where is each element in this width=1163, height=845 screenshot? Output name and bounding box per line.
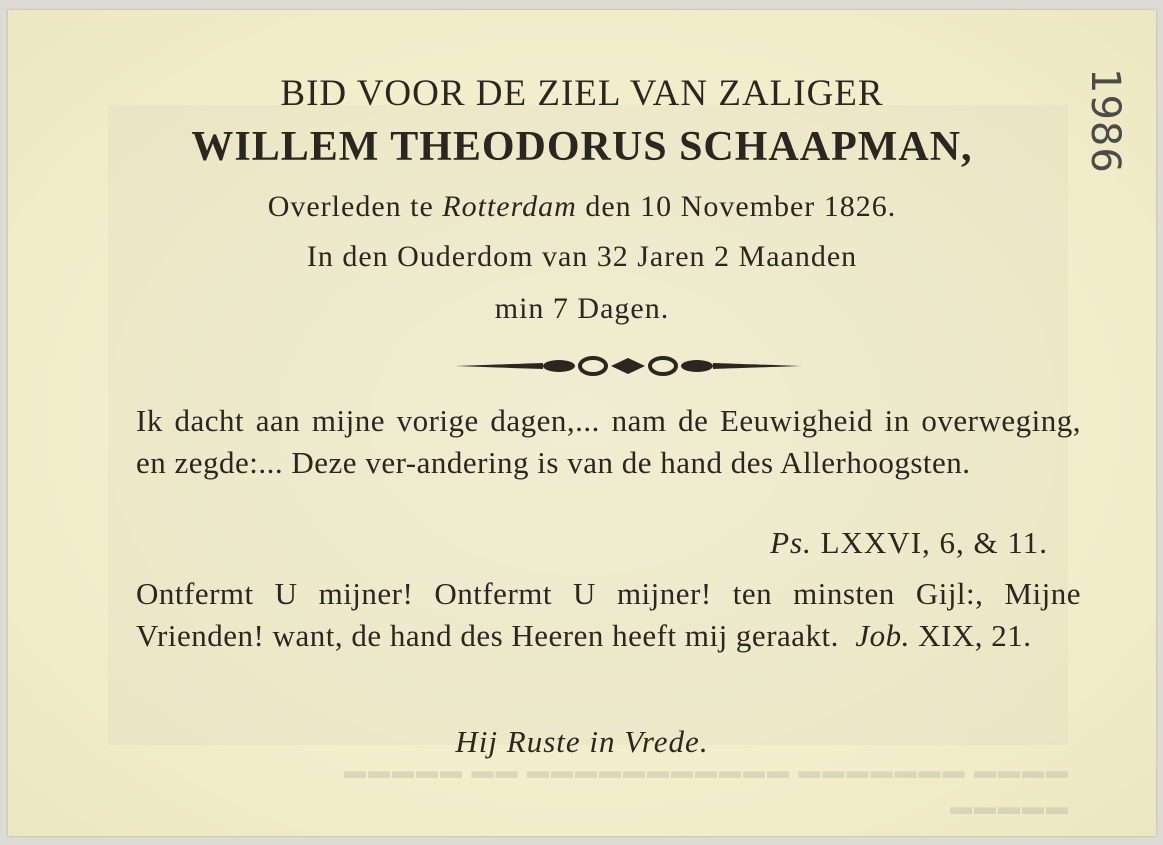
verse-1-reference: Ps. LXXVI, 6, & 11. (770, 525, 1048, 560)
age-line-2: min 7 Dagen. (494, 292, 670, 325)
closing-line: Hij Ruste in Vrede. (455, 724, 709, 759)
reverse-bleed-text: ▬▬▬▬▬ (948, 794, 1068, 819)
deceased-name: WILLEM THEODORUS SCHAAPMAN, (191, 124, 973, 170)
memorial-card (8, 10, 1156, 836)
death-line: Overleden te Rotterdam den 10 November 1826. (267, 190, 897, 223)
age-line: In den Ouderdom van 32 Jaren 2 Maanden (306, 240, 858, 273)
ornament-divider (453, 353, 803, 379)
verse-2-reference: XIX, 21. (909, 618, 1032, 653)
verse-2: Ontfermt U mijner! Ontfermt U mijner! ten minsten Gijl:, Mijne Vrienden! want, de hand des Heeren heeft mij geraakt. Job. XIX, 21. (136, 576, 1081, 653)
verse-2-reference-book: Job. (855, 618, 910, 653)
card-heading: BID VOOR DE ZIEL VAN ZALIGER (280, 73, 884, 114)
death-place: Rotterdam (442, 190, 577, 223)
verse-1: Ik dacht aan mijne vorige dagen,... nam de Eeuwigheid in overweging, en zegde:... Deze ver-andering is van de hand des Allerhoogsten. (136, 403, 1081, 480)
reverse-bleed-text: ▬▬▬▬ ▬▬▬▬▬▬▬ ▬▬▬▬▬▬▬▬▬▬▬ ▬▬ ▬▬▬▬▬ (342, 758, 1068, 783)
